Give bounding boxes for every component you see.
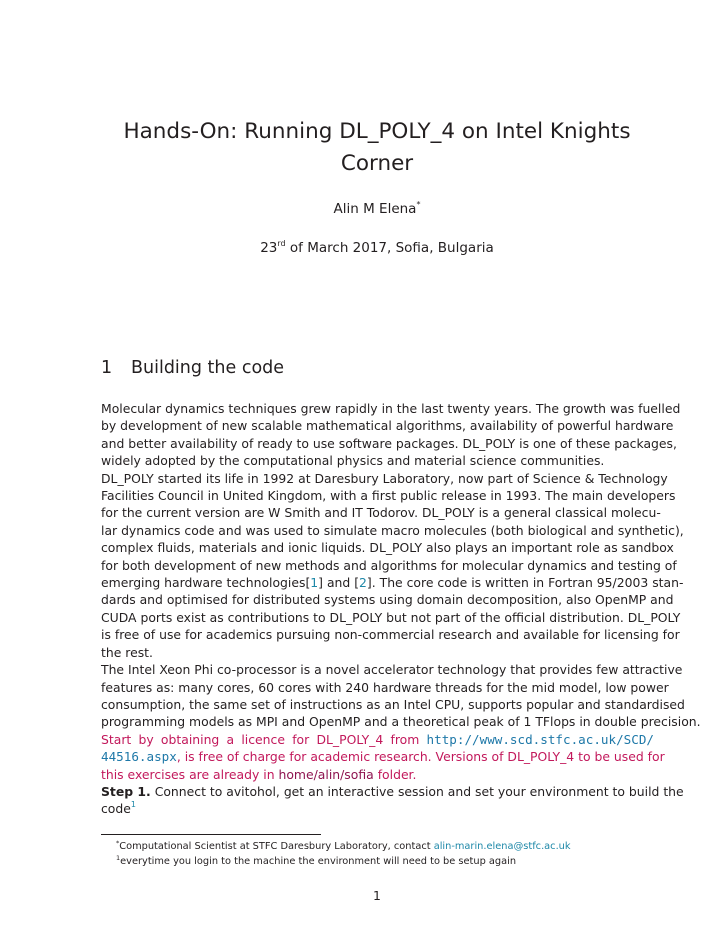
footnote-mark: *: [116, 839, 120, 847]
text-fragment: ] and [: [318, 575, 360, 591]
paper-title: [100, 116, 654, 180]
step-label: Step 1.: [101, 783, 151, 799]
date-ordinal: rd: [277, 239, 286, 248]
text-line: The Intel Xeon Phi co-processor is a novel accelerator technology that provides few attractive: [101, 662, 683, 678]
text-line: dards and optimised for distributed systems using domain decomposition, also OpenMP and: [101, 592, 674, 608]
text-line: Facilities Council in United Kingdom, with a first public release in 1993. The main developers: [101, 488, 676, 504]
title-line-1: Hands-On: Running DL_POLY_4 on Intel Knights: [123, 119, 631, 144]
text-line: is free of use for academics pursuing non-commercial research and available for licensing for: [101, 627, 680, 643]
text-line: lar dynamics code and was used to simulate macro molecules (both biological and synthetic),: [101, 522, 684, 538]
citation-link-1[interactable]: 1: [310, 575, 319, 591]
text-line: programming models as MPI and OpenMP and a theoretical peak of 1 TFlops in double precision.: [101, 714, 701, 730]
email-link[interactable]: alin-marin.elena@stfc.ac.uk: [433, 841, 571, 852]
section-title: Building the code: [131, 358, 285, 378]
text-fragment: emerging hardware technologies[: [101, 575, 311, 591]
text-fragment: this exercises are already in: [101, 766, 279, 782]
footnotes: [101, 839, 654, 869]
text-line: complex fluids, materials and ionic liquids. DL_POLY also plays an important role as sandbox: [101, 540, 674, 556]
text-fragment: Connect to avitohol, get an interactive session and set your environment to build the: [150, 783, 684, 799]
paragraph-3: [101, 661, 701, 731]
text-line: CUDA ports exist as contributions to DL_POLY but not part of the official distribution. DL_POLY: [101, 609, 681, 625]
text-line: [101, 783, 684, 800]
text-fragment: Start by obtaining a licence for DL_POLY_4 from: [101, 731, 427, 747]
author-line: [100, 200, 654, 218]
text-line: [101, 731, 654, 748]
page-number: 1: [373, 888, 381, 903]
text-line: consumption, the same set of instructions as an Intel CPU, supports popular and standardised: [101, 696, 685, 712]
text-fragment: folder.: [373, 766, 417, 782]
text-fragment: , is free of charge for academic research. Versions of DL_POLY_4 to be used for: [176, 749, 665, 765]
text-line: DL_POLY started its life in 1992 at Daresbury Laboratory, now part of Science & Technology: [101, 470, 668, 486]
footnote-text: everytime you login to the machine the environment will need to be setup again: [120, 856, 517, 867]
footnote-ref-1[interactable]: 1: [130, 800, 136, 810]
footnote-mark: 1: [116, 854, 121, 862]
footnote-1: [101, 839, 654, 854]
section-heading: [101, 357, 284, 379]
text-line: Molecular dynamics techniques grew rapidly in the last twenty years. The growth was fuelled: [101, 401, 681, 416]
footnote-text: Computational Scientist at STFC Daresbury Laboratory, contact: [119, 841, 434, 852]
paragraph-1: [101, 400, 681, 470]
text-line-with-citations: [101, 574, 684, 591]
author-name: Alin M Elena: [333, 201, 417, 217]
citation-link-2[interactable]: 2: [359, 575, 367, 591]
paragraph-step: [101, 783, 684, 818]
section-number: 1: [101, 358, 113, 378]
author-footnote-mark: *: [416, 200, 421, 209]
paragraph-licence-notice: [101, 731, 665, 783]
text-line: [101, 800, 654, 817]
title-line-2: Corner: [340, 151, 414, 176]
text-line: and better availability of ready to use software packages. DL_POLY is one of these packages,: [101, 435, 677, 451]
text-line: [101, 766, 654, 783]
folder-path: home/alin/sofia: [278, 766, 374, 782]
body-text: [101, 400, 701, 818]
date-line: [100, 239, 654, 257]
text-fragment: code: [101, 801, 131, 817]
text-line: [101, 748, 665, 765]
licence-url-link[interactable]: http://www.scd.stfc.ac.uk/SCD/: [426, 731, 654, 747]
paragraph-2: [101, 470, 684, 661]
text-fragment: ]. The core code is written in Fortran 95/2003 stan-: [366, 575, 684, 591]
text-line: by development of new scalable mathematical algorithms, availability of powerful hardware: [101, 418, 674, 434]
text-line: for the current version are W Smith and IT Todorov. DL_POLY is a general classical molecu-: [101, 505, 661, 521]
date-day: 23: [260, 240, 278, 256]
footnote-separator: [101, 834, 321, 835]
footnote-2: [101, 854, 654, 869]
licence-url-link-continued[interactable]: 44516.aspx: [101, 749, 177, 765]
date-rest: of March 2017, Sofia, Bulgaria: [285, 240, 494, 256]
text-line: widely adopted by the computational physics and material science communities.: [101, 453, 605, 469]
text-line: features as: many cores, 60 cores with 240 hardware threads for the mid model, low power: [101, 679, 669, 695]
text-line: the rest.: [101, 644, 153, 660]
text-line: for both development of new methods and algorithms for molecular dynamics and testing of: [101, 557, 677, 573]
